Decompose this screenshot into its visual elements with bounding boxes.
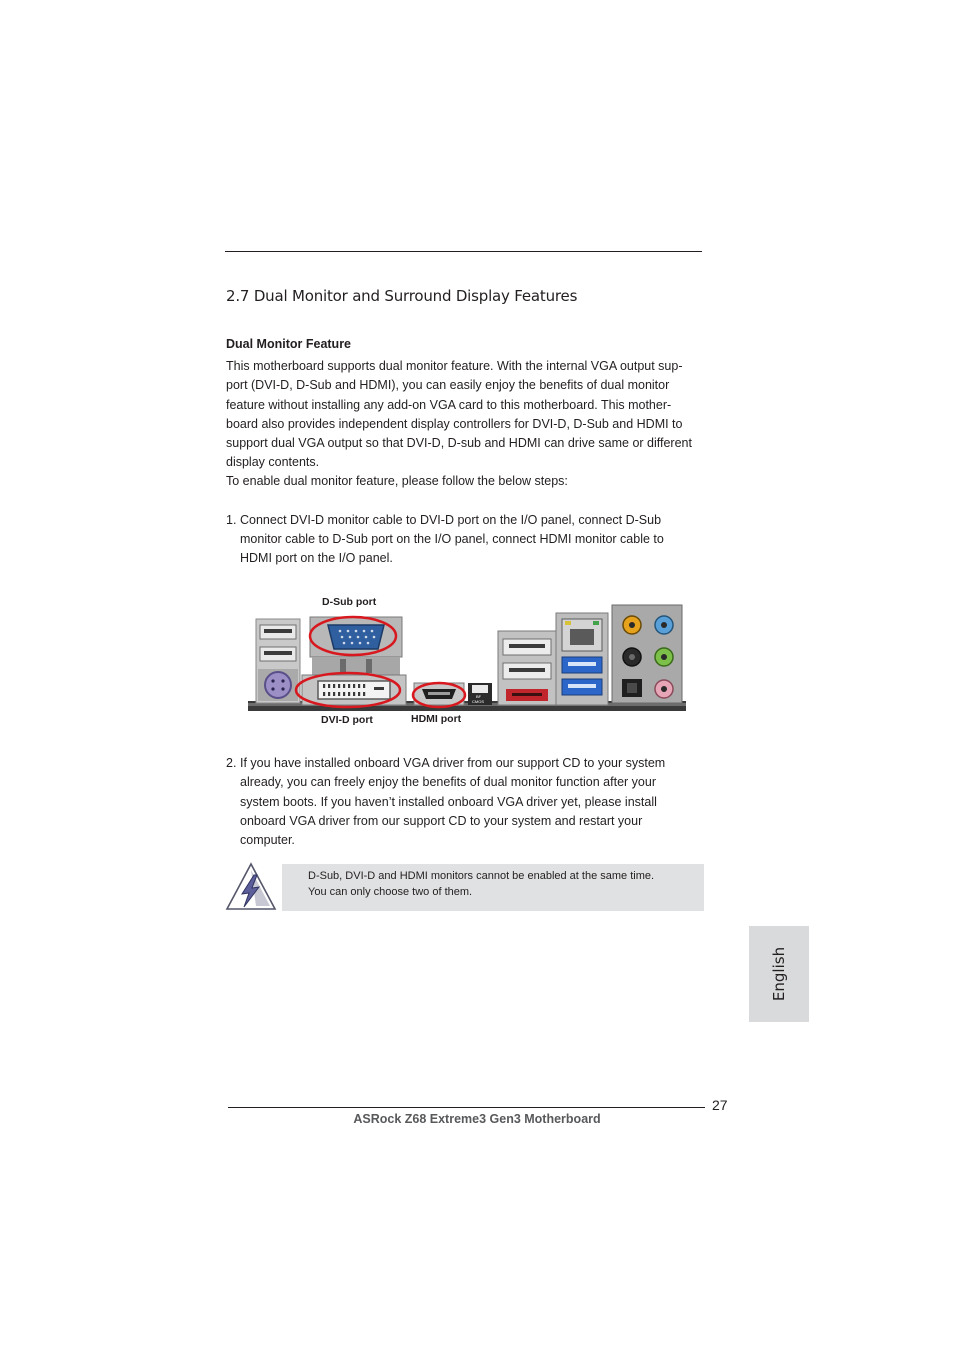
io-panel-figure	[248, 603, 686, 711]
section-title: 2.7 Dual Monitor and Surround Display Features	[226, 287, 578, 305]
intro-line: feature without installing any add-on VGA card to this motherboard. This mother-	[226, 398, 672, 412]
step2-line: computer.	[240, 833, 295, 847]
hdmi-port-label: HDMI port	[411, 713, 462, 725]
dvi-d-port-label: DVI-D port	[321, 714, 373, 726]
step2-line: onboard VGA driver from our support CD to your system and restart your	[240, 814, 643, 828]
intro-line: board also provides independent display controllers for DVI-D, D-Sub and HDMI to	[226, 417, 683, 431]
language-tab	[749, 926, 809, 1022]
intro-line: This motherboard supports dual monitor feature. With the internal VGA output sup-	[226, 359, 683, 373]
cmos-label: BF	[476, 694, 482, 699]
step-number: 1.	[226, 513, 237, 527]
subheading: Dual Monitor Feature	[226, 337, 352, 351]
footer-rule	[228, 1107, 705, 1108]
language-tab-label: English	[770, 946, 788, 1002]
page-number: 27	[712, 1097, 728, 1113]
step2-line: already, you can freely enjoy the benefits of dual monitor function after your	[240, 775, 656, 789]
warning-lightning-icon	[225, 862, 277, 912]
intro-line: port (DVI-D, D-Sub and HDMI), you can easily enjoy the benefits of dual monitor	[226, 378, 670, 392]
step-number: 2.	[226, 756, 237, 770]
note-line: You can only choose two of them.	[308, 886, 473, 898]
step1-line: HDMI port on the I/O panel.	[240, 551, 393, 565]
header-rule	[225, 251, 702, 252]
intro-line: display contents.	[226, 455, 320, 469]
footer-title: ASRock Z68 Extreme3 Gen3 Motherboard	[353, 1112, 601, 1126]
step1-line: monitor cable to D-Sub port on the I/O panel, connect HDMI monitor cable to	[240, 532, 664, 546]
step2-line: If you have installed onboard VGA driver from our support CD to your system	[240, 756, 666, 770]
step1-line: Connect DVI-D monitor cable to DVI-D port on the I/O panel, connect D-Sub	[240, 513, 662, 527]
step2-line: system boots. If you haven’t installed onboard VGA driver yet, please install	[240, 795, 657, 809]
cmos-label: CMOS	[472, 699, 484, 704]
dsub-port-label: D-Sub port	[322, 596, 377, 608]
intro-line: To enable dual monitor feature, please follow the below steps:	[226, 474, 568, 488]
note-line: D-Sub, DVI-D and HDMI monitors cannot be enabled at the same time.	[308, 870, 655, 882]
intro-line: support dual VGA output so that DVI-D, D-sub and HDMI can drive same or different	[226, 436, 692, 450]
